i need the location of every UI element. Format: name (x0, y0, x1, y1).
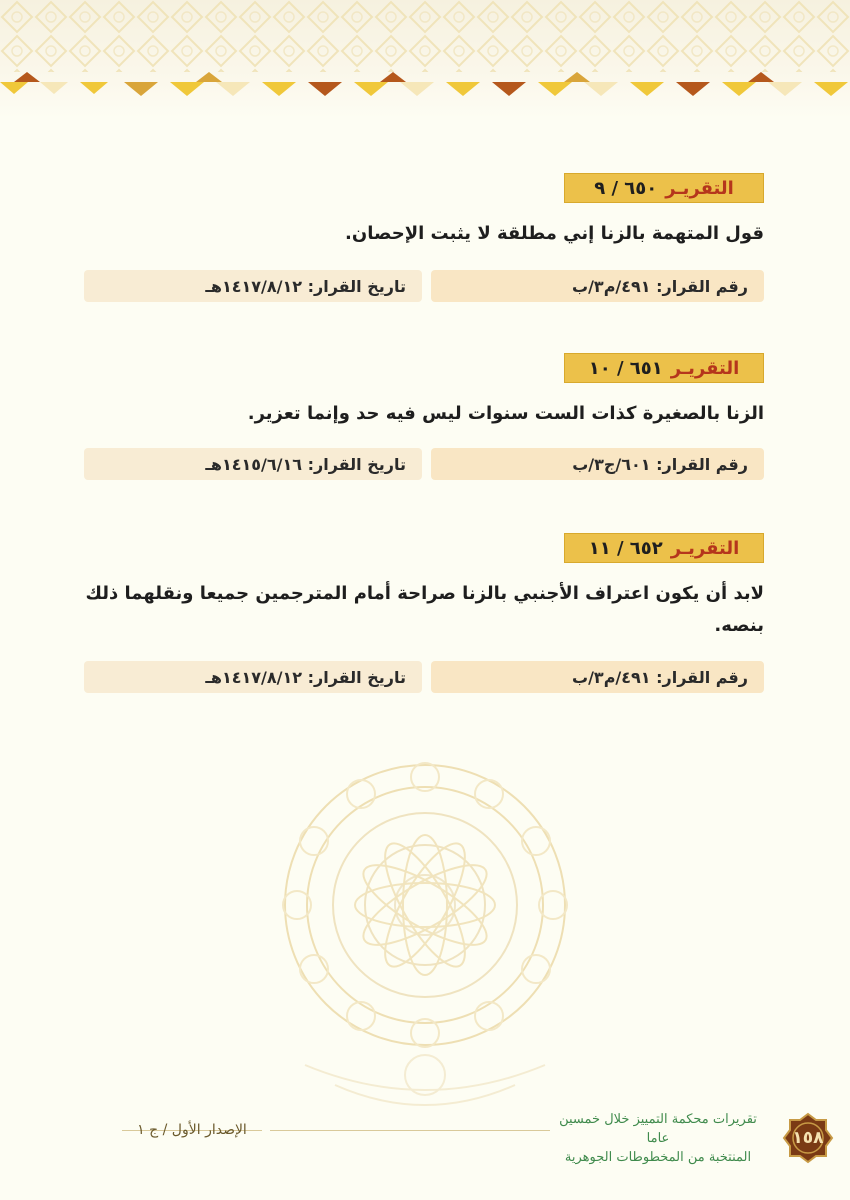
decision-date-box (84, 448, 422, 480)
report-title-label: التقريـر (670, 537, 740, 559)
decision-number-box (431, 270, 764, 302)
report-statement: الزنا بالصغيرة كذات الست سنوات ليس فيه حد وإنما تعزير. (247, 403, 764, 424)
book-title (552, 1110, 764, 1167)
page-number-badge (782, 1112, 834, 1164)
report-title-badge (564, 173, 764, 203)
decision-number: رقم القرار: ٦٠١/ج٣/ب (572, 454, 748, 474)
report-section-1 (84, 173, 764, 313)
decision-number-box (431, 448, 764, 480)
book-title-line1: تقريرات محكمة التمييز خلال خمسين عاما (559, 1112, 757, 1146)
page-number: ١٥٨ (792, 1128, 824, 1148)
decision-date: تاريخ القرار: ١٤١٧/٨/١٢هـ (205, 667, 406, 687)
report-title-number: ٦٥١ / ١٠ (588, 357, 663, 379)
report-statement: قول المتهمة بالزنا إني مطلقة لا يثبت الإحصان. (345, 223, 764, 244)
footer-divider-center (270, 1130, 550, 1131)
triangle-border (0, 72, 848, 96)
book-title-line2: المنتخبة من المخطوطات الجوهرية (564, 1150, 752, 1165)
decision-date-box (84, 270, 422, 302)
decision-date-box (84, 661, 422, 693)
report-title-number: ٦٥٠ / ٩ (594, 177, 658, 199)
geometric-pattern (0, 0, 850, 118)
edition-label: الإصدار الأول / ج ١ (137, 1122, 247, 1138)
report-title-badge (564, 353, 764, 383)
report-title-label: التقريـر (665, 177, 734, 199)
report-title-label: التقريـر (670, 357, 740, 379)
report-section-3 (84, 533, 764, 703)
rosette-ornament (265, 745, 585, 1125)
decision-number: رقم القرار: ٤٩١/م٣/ب (572, 276, 748, 296)
report-title-number: ٦٥٢ / ١١ (588, 537, 663, 559)
decision-date: تاريخ القرار: ١٤١٥/٦/١٦هـ (205, 454, 406, 474)
report-section-2 (84, 353, 764, 493)
decision-date: تاريخ القرار: ١٤١٧/٨/١٢هـ (205, 276, 406, 296)
decision-number: رقم القرار: ٤٩١/م٣/ب (572, 667, 748, 687)
header-ornament (0, 0, 850, 118)
decision-number-box (431, 661, 764, 693)
report-title-badge (564, 533, 764, 563)
report-statement: لابد أن يكون اعتراف الأجنبي بالزنا صراحة أمام المترجمين جميعا ونقلهما ذلك بنصه. (85, 583, 764, 636)
